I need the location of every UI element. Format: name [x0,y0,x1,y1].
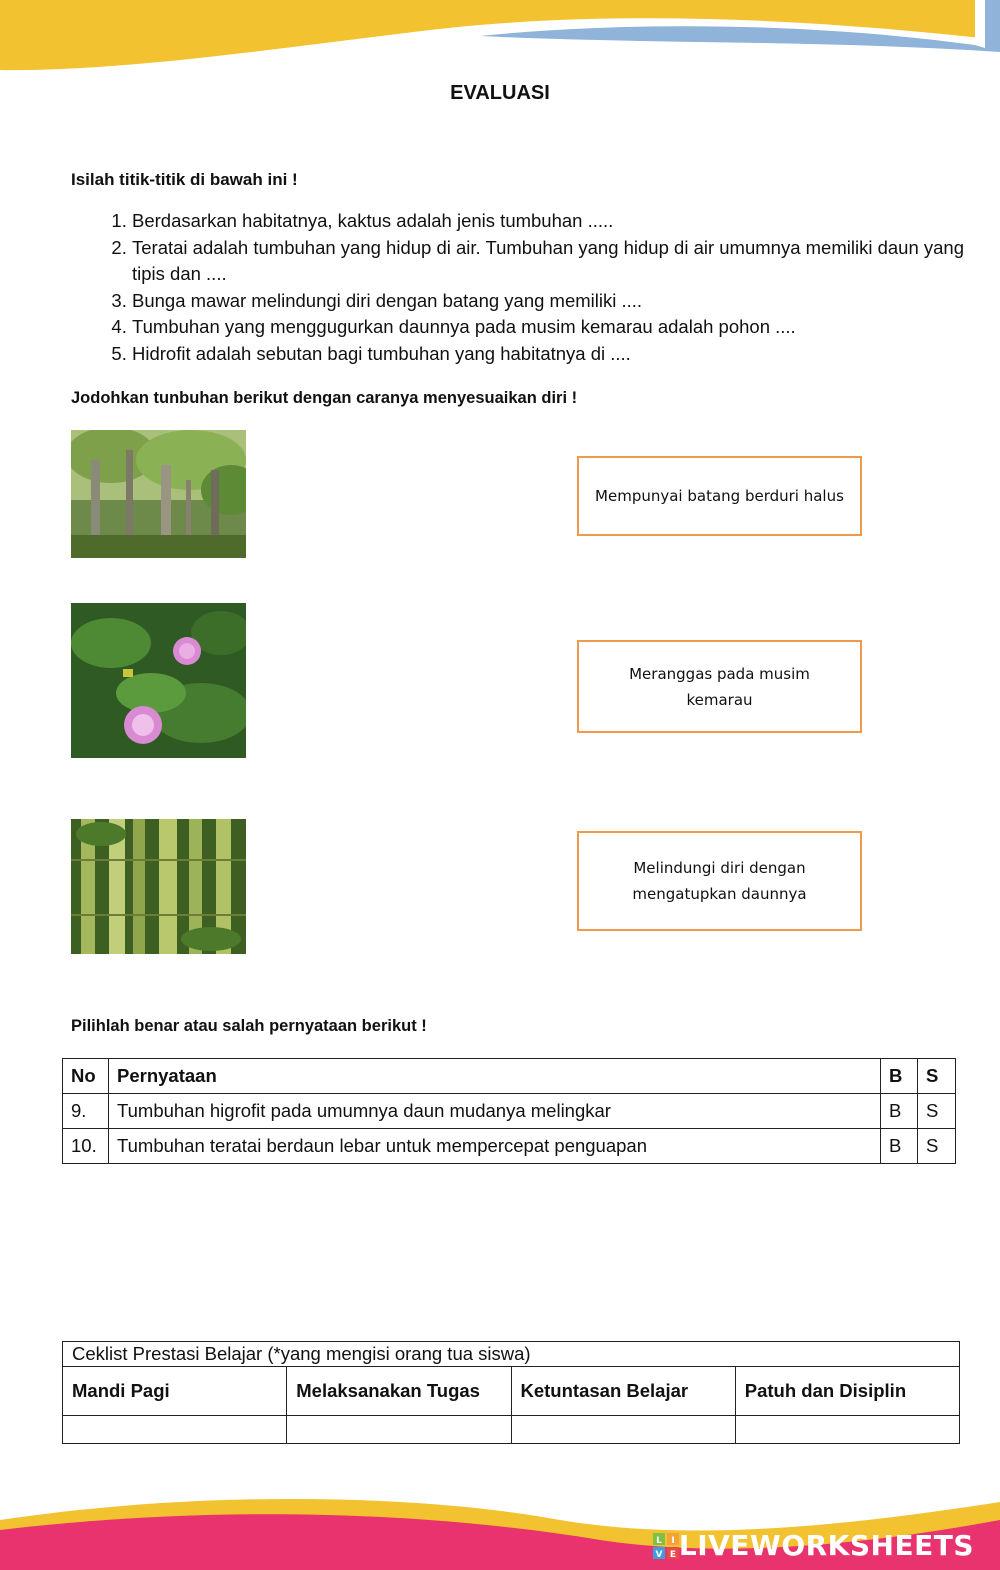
column-header: Pernyataan [109,1059,881,1094]
list-item: 3. Bunga mawar melindungi diri dengan batang yang memiliki .... [132,288,982,315]
row-number: 10. [63,1129,109,1164]
mimosa-flower-photo[interactable] [71,603,246,758]
table-row [63,1129,956,1164]
list-item: 2. Teratai adalah tumbuhan yang hidup di air. Tumbuhan yang hidup di air umumnya memiliki daun yang tipis dan .... [132,235,982,288]
liveworksheets-logo-icon [653,1533,679,1559]
checklist-cell[interactable] [511,1416,735,1444]
column-header: Mandi Pagi [63,1367,287,1416]
match-option-2[interactable] [577,640,862,733]
list-item: 1. Berdasarkan habitatnya, kaktus adalah jenis tumbuhan ..... [132,208,982,235]
list-item: 5. Hidrofit adalah sebutan bagi tumbuhan yang habitatnya di .... [132,341,982,368]
column-header: Melaksanakan Tugas [287,1367,511,1416]
checklist-cell[interactable] [735,1416,959,1444]
match-option-3[interactable] [577,831,862,931]
logo-letter: L [656,1535,662,1546]
table-header-row [63,1059,956,1094]
checklist-table [62,1341,960,1444]
list-item: 4. Tumbuhan yang menggugurkan daunnya pada musim kemarau adalah pohon .... [132,314,982,341]
answer-false-option[interactable]: S [918,1129,956,1164]
match-option-label: Melindungi diri dengan mengatupkan daunnya [632,859,807,903]
column-header: Ketuntasan Belajar [511,1367,735,1416]
page-title: EVALUASI [450,82,550,104]
logo-letter: I [671,1535,675,1546]
column-header: B [881,1059,918,1094]
statement-text: Tumbuhan teratai berdaun lebar untuk mempercepat penguapan [109,1129,881,1164]
matching-heading: Jodohkan tunbuhan berikut dengan caranya menyesuaikan diri ! [71,389,578,407]
true-false-table [62,1058,956,1164]
true-false-heading: Pilihlah benar atau salah pernyataan berikut ! [71,1017,427,1035]
logo-letter: V [655,1549,663,1559]
checklist-cell[interactable] [287,1416,511,1444]
fill-blank-heading: Isilah titik-titik di bawah ini ! [71,170,298,189]
brand-name: LIVEWORKSHEETS [678,1529,974,1562]
answer-true-option[interactable]: B [881,1129,918,1164]
logo-letter: E [669,1549,676,1559]
checklist-cell[interactable] [63,1416,287,1444]
row-number: 9. [63,1094,109,1129]
column-header: S [918,1059,956,1094]
match-option-1[interactable] [577,456,862,536]
answer-false-option[interactable]: S [918,1094,956,1129]
fill-blank-list [104,208,982,367]
liveworksheets-logo[interactable] [653,1529,974,1562]
table-row [63,1094,956,1129]
checklist-title: Ceklist Prestasi Belajar (*yang mengisi orang tua siswa) [63,1342,960,1367]
match-option-label: Mempunyai batang berduri halus [595,487,844,505]
match-option-label: Meranggas pada musim kemarau [629,664,810,709]
answer-true-option[interactable]: B [881,1094,918,1129]
forest-trees-photo[interactable] [71,430,246,558]
top-banner [0,0,1000,80]
bamboo-photo[interactable] [71,819,246,954]
column-header: No [63,1059,109,1094]
column-header: Patuh dan Disiplin [735,1367,959,1416]
statement-text: Tumbuhan higrofit pada umumnya daun mudanya melingkar [109,1094,881,1129]
